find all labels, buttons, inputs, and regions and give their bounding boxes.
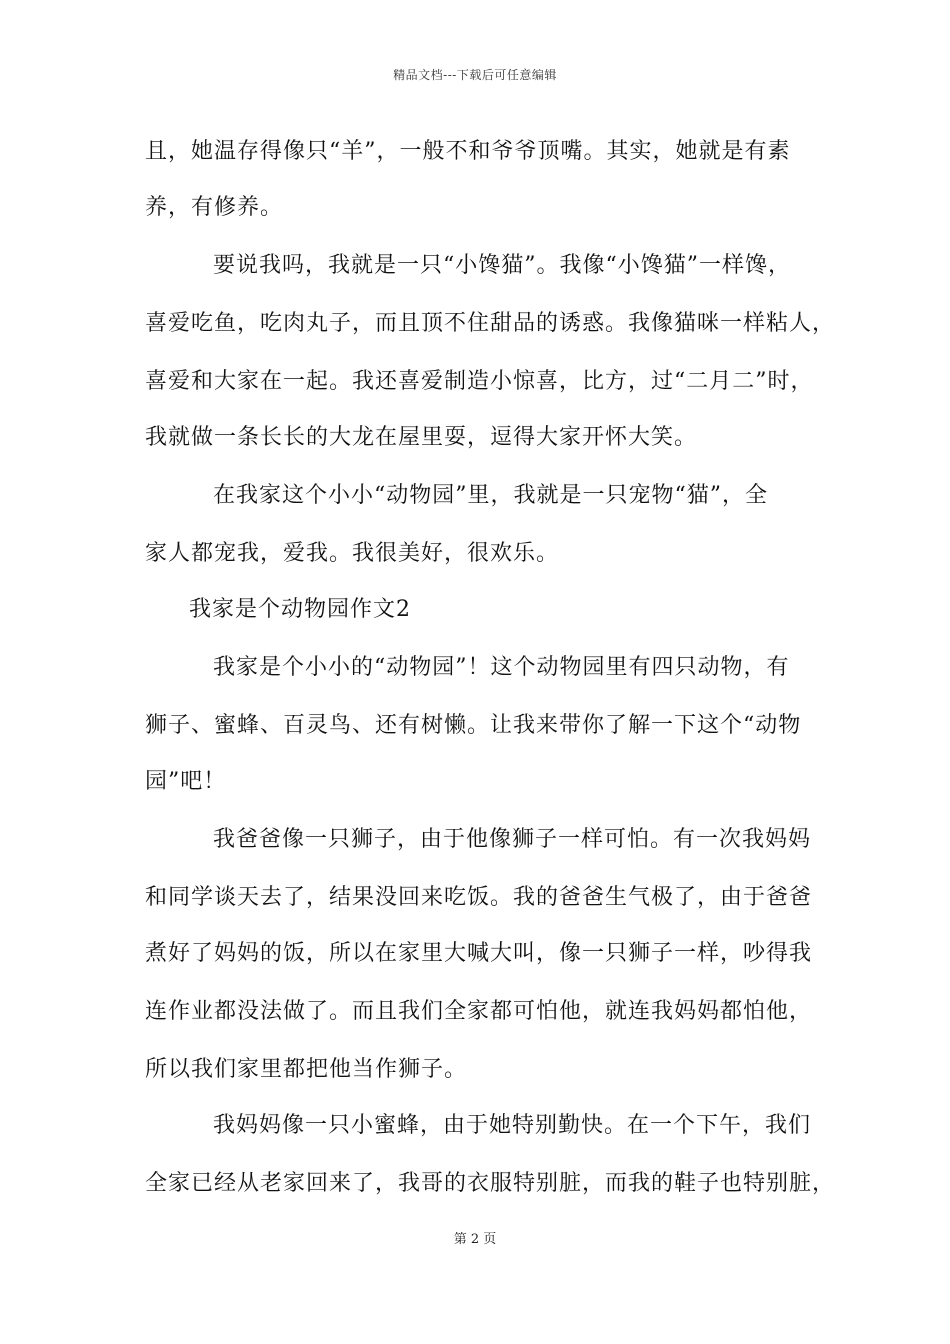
body-line: 喜爱和大家在一起。我还喜爱制造小惊喜，比方，过“二月二”时，: [145, 369, 814, 394]
body-line: 家人都宠我，爱我。我很美好，很欢乐。: [145, 541, 560, 566]
body-line: 园”吧！: [145, 769, 227, 794]
body-line: 煮好了妈妈的饭，所以在家里大喊大叫，像一只狮子一样，吵得我: [145, 941, 813, 966]
paragraph-first-line: 我家是个小小的“动物园”！这个动物园里有四只动物，有: [213, 655, 790, 680]
paragraph-first-line: 在我家这个小小“动物园”里，我就是一只宠物“猫”，全: [213, 483, 768, 508]
paragraph-first-line: 我爸爸像一只狮子，由于他像狮子一样可怕。有一次我妈妈: [213, 827, 812, 852]
section-title: 我家是个动物园作文2: [189, 597, 411, 622]
body-line: 连作业都没法做了。而且我们全家都可怕他，就连我妈妈都怕他，: [145, 999, 813, 1024]
page-number: 第 2 页: [453, 1232, 497, 1247]
body-line: 所以我们家里都把他当作狮子。: [145, 1057, 468, 1082]
body-line: 且，她温存得像只“羊”，一般不和爷爷顶嘴。其实，她就是有素: [145, 139, 791, 164]
paragraph-first-line: 我妈妈像一只小蜜蜂，由于她特别勤快。在一个下午，我们: [213, 1113, 812, 1138]
paragraph-first-line: 要说我吗，我就是一只“小馋猫”。我像“小馋猫”一样馋，: [213, 253, 791, 278]
body-line: 喜爱吃鱼，吃肉丸子，而且顶不住甜品的诱惑。我像猫咪一样粘人，: [145, 311, 836, 336]
body-line: 我就做一条长长的大龙在屋里耍，逗得大家开怀大笑。: [145, 425, 698, 450]
body-line: 和同学谈天去了，结果没回来吃饭。我的爸爸生气极了，由于爸爸: [145, 885, 813, 910]
document-header: 精品文档---下载后可任意编辑: [393, 68, 557, 82]
body-line: 全家已经从老家回来了，我哥的衣服特别脏，而我的鞋子也特别脏，: [145, 1171, 836, 1196]
body-line: 狮子、蜜蜂、百灵鸟、还有树懒。让我来带你了解一下这个“动物: [145, 713, 802, 738]
body-line: 养，有修养。: [145, 195, 284, 220]
